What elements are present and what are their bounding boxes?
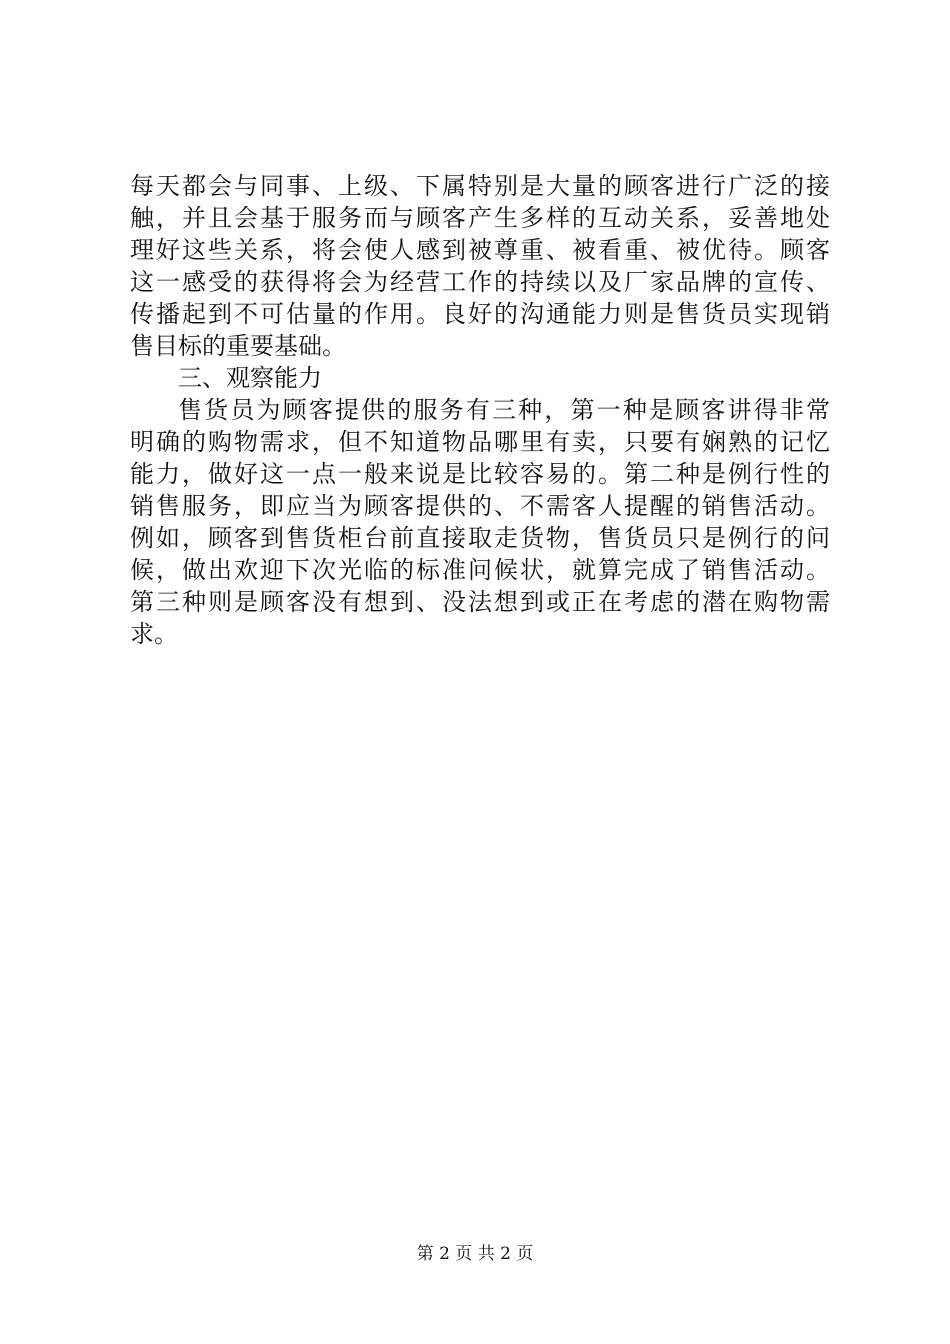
text-line: 求。 — [130, 620, 178, 648]
text-line: 理好这些关系，将会使人感到被尊重、被看重、被优待。顾客 — [130, 236, 830, 264]
text-line: 例如，顾客到售货柜台前直接取走货物，售货员只是例行的问 — [130, 524, 830, 552]
section-heading: 三、观察能力 — [178, 364, 322, 392]
document-body — [130, 170, 830, 650]
text-line: 每天都会与同事、上级、下属特别是大量的顾客进行广泛的接 — [130, 172, 830, 200]
text-line: 触，并且会基于服务而与顾客产生多样的互动关系，妥善地处 — [130, 204, 830, 232]
text-line: 传播起到不可估量的作用。良好的沟通能力则是售货员实现销 — [130, 300, 830, 328]
text-line: 明确的购物需求，但不知道物品哪里有卖，只要有娴熟的记忆 — [130, 428, 830, 456]
paragraph-communication — [130, 170, 830, 362]
paragraph-observation — [130, 394, 830, 650]
text-line: 能力，做好这一点一般来说是比较容易的。第二种是例行性的 — [130, 460, 830, 488]
text-line: 售货员为顾客提供的服务有三种，第一种是顾客讲得非常 — [178, 396, 830, 424]
text-line: 候，做出欢迎下次光临的标准问候状，就算完成了销售活动。 — [130, 556, 830, 584]
text-line: 售目标的重要基础。 — [130, 332, 346, 360]
text-line: 第三种则是顾客没有想到、没法想到或正在考虑的潜在购物需 — [130, 588, 830, 616]
text-line: 这一感受的获得将会为经营工作的持续以及厂家品牌的宣传、 — [130, 268, 830, 296]
page-footer: 第 2 页 共 2 页 — [416, 1244, 534, 1264]
text-line: 销售服务，即应当为顾客提供的、不需客人提醒的销售活动。 — [130, 492, 830, 520]
